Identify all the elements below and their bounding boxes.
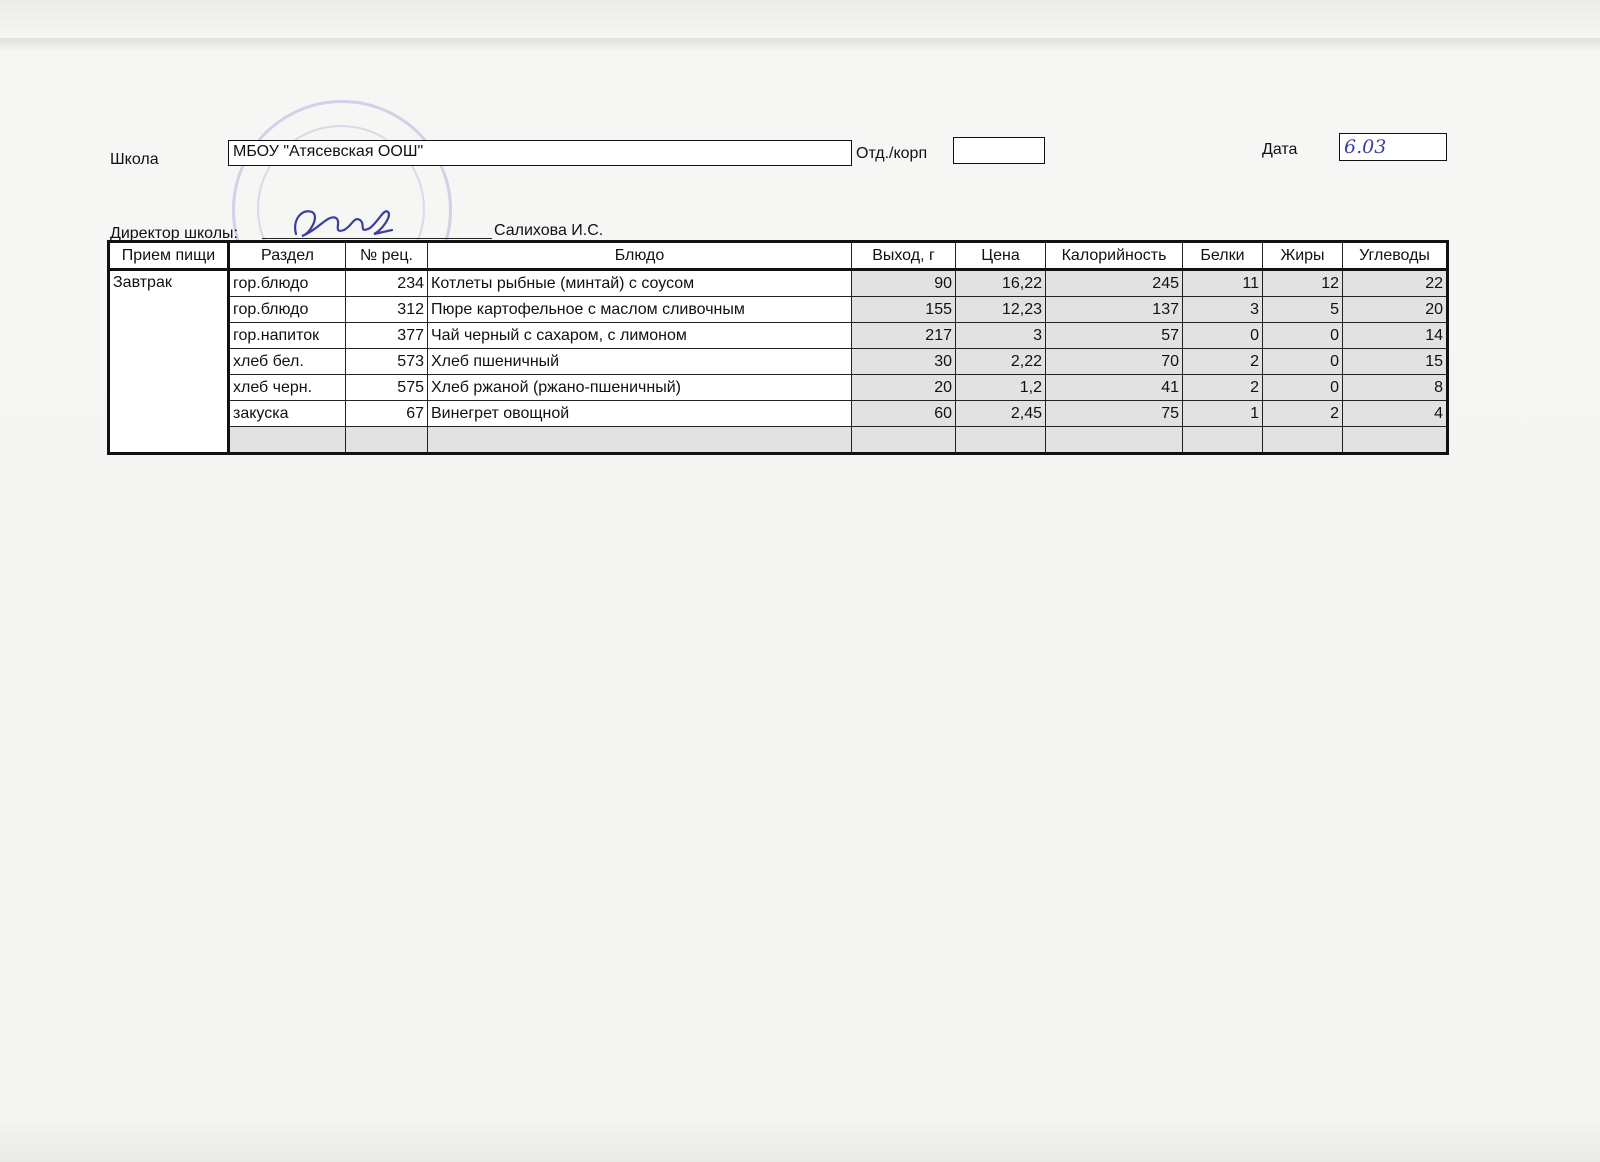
- menu-table: [107, 240, 1449, 455]
- protein-cell: 2: [1183, 349, 1263, 375]
- price-cell: 2,45: [956, 401, 1046, 427]
- dish-cell: Котлеты рыбные (минтай) с соусом: [428, 270, 852, 297]
- carbs-cell: 8: [1343, 375, 1448, 401]
- fat-cell: 0: [1263, 349, 1343, 375]
- recipe-cell: 575: [346, 375, 428, 401]
- dish-cell: Винегрет овощной: [428, 401, 852, 427]
- dish-cell: Чай черный с сахаром, с лимоном: [428, 323, 852, 349]
- calories-cell: 57: [1046, 323, 1183, 349]
- table-row: [109, 375, 1448, 401]
- price-cell: 3: [956, 323, 1046, 349]
- table-row: [109, 401, 1448, 427]
- fat-cell: 0: [1263, 375, 1343, 401]
- fat-cell: 2: [1263, 401, 1343, 427]
- director-label: Директор школы:: [110, 225, 238, 242]
- dish-cell: Пюре картофельное с маслом сливочным: [428, 297, 852, 323]
- table-row-empty: [109, 427, 1448, 454]
- section-cell: хлеб черн.: [229, 375, 346, 401]
- protein-cell: 1: [1183, 401, 1263, 427]
- col-header-recipe: № рец.: [346, 242, 428, 270]
- yield-cell: 217: [852, 323, 956, 349]
- dept-field[interactable]: [953, 137, 1045, 164]
- recipe-cell: 67: [346, 401, 428, 427]
- fat-cell: 12: [1263, 270, 1343, 297]
- carbs-cell: 22: [1343, 270, 1448, 297]
- protein-cell: [1183, 427, 1263, 454]
- table-header-row: [109, 242, 1448, 270]
- yield-cell: 20: [852, 375, 956, 401]
- recipe-cell: 234: [346, 270, 428, 297]
- protein-cell: 2: [1183, 375, 1263, 401]
- dish-cell: Хлеб пшеничный: [428, 349, 852, 375]
- school-label: Школа: [110, 151, 159, 168]
- section-cell: гор.напиток: [229, 323, 346, 349]
- col-header-meal: Прием пищи: [109, 242, 229, 270]
- calories-cell: 41: [1046, 375, 1183, 401]
- table-row: [109, 270, 1448, 297]
- director-name: Салихова И.С.: [494, 222, 604, 239]
- carbs-cell: 20: [1343, 297, 1448, 323]
- yield-cell: 60: [852, 401, 956, 427]
- col-header-dish: Блюдо: [428, 242, 852, 270]
- calories-cell: [1046, 427, 1183, 454]
- price-cell: 1,2: [956, 375, 1046, 401]
- col-header-section: Раздел: [229, 242, 346, 270]
- carbs-cell: 14: [1343, 323, 1448, 349]
- table-row: [109, 297, 1448, 323]
- section-cell: закуска: [229, 401, 346, 427]
- section-cell: гор.блюдо: [229, 270, 346, 297]
- section-cell: [229, 427, 346, 454]
- dish-cell: Хлеб ржаной (ржано-пшеничный): [428, 375, 852, 401]
- calories-cell: 137: [1046, 297, 1183, 323]
- date-label: Дата: [1262, 141, 1298, 158]
- meal-cell: Завтрак: [109, 270, 229, 454]
- fat-cell: 0: [1263, 323, 1343, 349]
- school-name-field[interactable]: МБОУ "Атясевская ООШ": [228, 140, 852, 166]
- carbs-cell: [1343, 427, 1448, 454]
- recipe-cell: 573: [346, 349, 428, 375]
- col-header-carbs: Углеводы: [1343, 242, 1448, 270]
- price-cell: 16,22: [956, 270, 1046, 297]
- carbs-cell: 4: [1343, 401, 1448, 427]
- protein-cell: 0: [1183, 323, 1263, 349]
- table-row: [109, 349, 1448, 375]
- calories-cell: 75: [1046, 401, 1183, 427]
- col-header-yield: Выход, г: [852, 242, 956, 270]
- yield-cell: 30: [852, 349, 956, 375]
- recipe-cell: 377: [346, 323, 428, 349]
- price-cell: 12,23: [956, 297, 1046, 323]
- date-field[interactable]: 6.03: [1339, 133, 1447, 161]
- protein-cell: 11: [1183, 270, 1263, 297]
- calories-cell: 70: [1046, 349, 1183, 375]
- col-header-price: Цена: [956, 242, 1046, 270]
- section-cell: гор.блюдо: [229, 297, 346, 323]
- price-cell: [956, 427, 1046, 454]
- dept-label: Отд./корп: [856, 145, 928, 162]
- dish-cell: [428, 427, 852, 454]
- price-cell: 2,22: [956, 349, 1046, 375]
- protein-cell: 3: [1183, 297, 1263, 323]
- section-cell: хлеб бел.: [229, 349, 346, 375]
- table-row: [109, 323, 1448, 349]
- col-header-calories: Калорийность: [1046, 242, 1183, 270]
- recipe-cell: 312: [346, 297, 428, 323]
- yield-cell: 155: [852, 297, 956, 323]
- carbs-cell: 15: [1343, 349, 1448, 375]
- yield-cell: [852, 427, 956, 454]
- recipe-cell: [346, 427, 428, 454]
- fat-cell: [1263, 427, 1343, 454]
- yield-cell: 90: [852, 270, 956, 297]
- col-header-fat: Жиры: [1263, 242, 1343, 270]
- col-header-protein: Белки: [1183, 242, 1263, 270]
- scan-edge: [0, 38, 1600, 52]
- fat-cell: 5: [1263, 297, 1343, 323]
- calories-cell: 245: [1046, 270, 1183, 297]
